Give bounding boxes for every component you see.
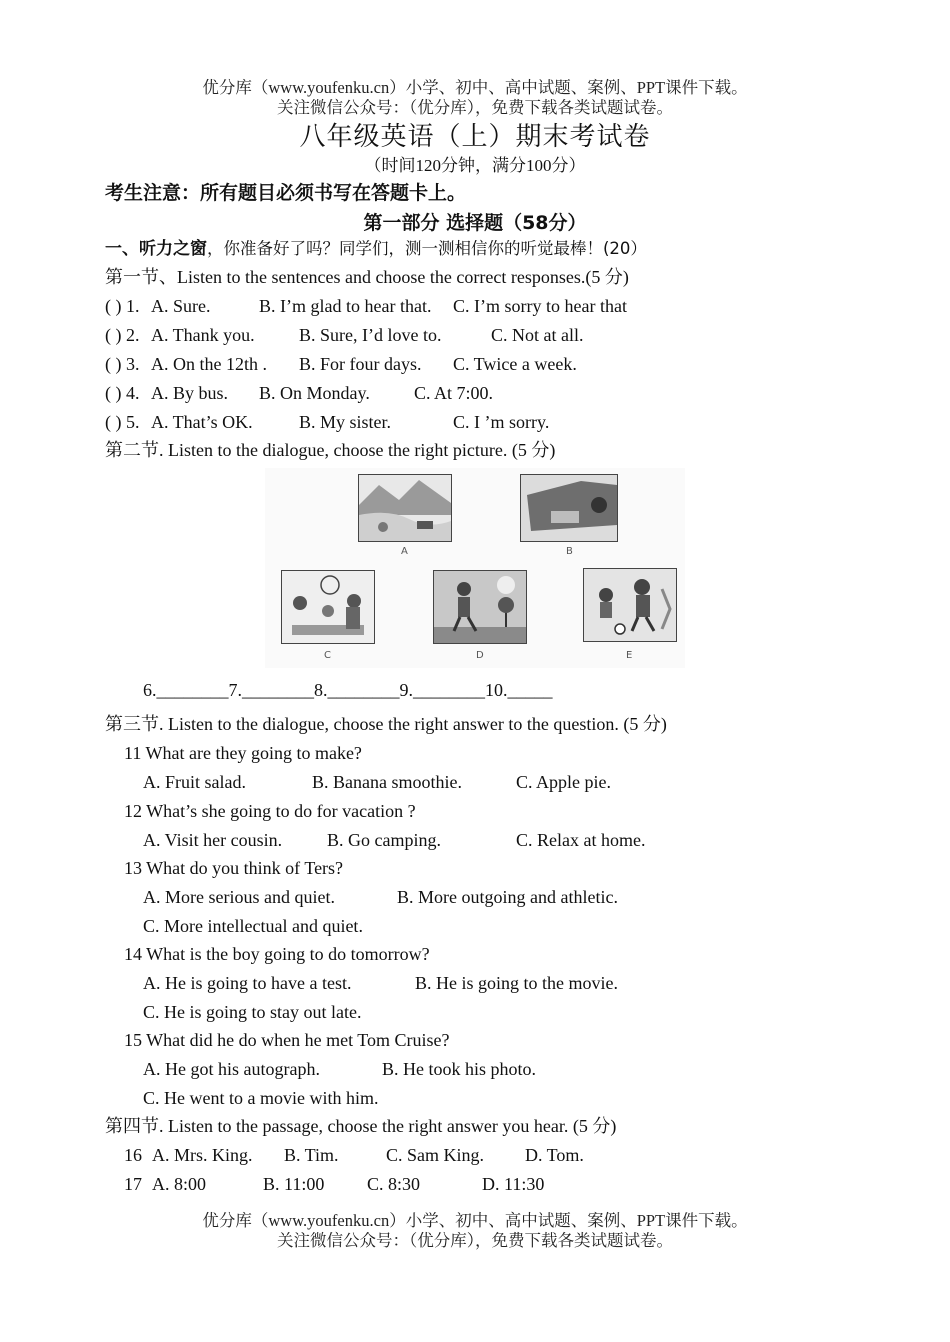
exam-time-info: （时间120分钟，满分100分） bbox=[364, 156, 586, 175]
exam-title: 八年级英语（上）期末考试卷 bbox=[299, 122, 651, 152]
q17-option-c: C. 8:30 bbox=[367, 1174, 421, 1194]
picture-e bbox=[583, 568, 677, 642]
q1-option-c: C. I’m sorry to hear that bbox=[453, 296, 627, 316]
q17-option-a: A. 8:00 bbox=[152, 1174, 206, 1194]
q12-option-c: C. Relax at home. bbox=[516, 830, 646, 850]
q16-option-c: C. Sam King. bbox=[386, 1145, 485, 1165]
picture-a-label: A bbox=[401, 546, 408, 557]
section3-heading: 第三节. Listen to the dialogue, choose the right answer to the question. (5 分) bbox=[105, 714, 667, 734]
q16-number: 16 bbox=[124, 1145, 142, 1165]
q15-option-b: B. He took his photo. bbox=[382, 1059, 537, 1079]
q2-number: ( ) 2. bbox=[105, 325, 140, 345]
q4-option-b: B. On Monday. bbox=[259, 383, 370, 403]
landscape-picture-icon bbox=[359, 475, 451, 541]
q4-option-a: A. By bus. bbox=[151, 383, 229, 403]
picture-area bbox=[265, 468, 685, 668]
picture-d-label: D bbox=[476, 650, 484, 661]
footer-line-2: 关注微信公众号：（优分库），免费下载各类试题试卷。 bbox=[277, 1231, 673, 1250]
section4-heading: 第四节. Listen to the passage, choose the right answer you hear. (5 分) bbox=[105, 1116, 617, 1136]
q13-option-b: B. More outgoing and athletic. bbox=[397, 887, 618, 907]
q17-option-d: D. 11:30 bbox=[482, 1174, 545, 1194]
q11-option-c: C. Apple pie. bbox=[516, 772, 611, 792]
exam-notice: 考生注意：所有题目必须书写在答题卡上。 bbox=[105, 182, 467, 204]
picture-d bbox=[433, 570, 527, 644]
q13-question: 13 What do you think of Ters? bbox=[124, 858, 344, 878]
q14-option-c: C. He is going to stay out late. bbox=[143, 1002, 362, 1022]
q17-option-b: B. 11:00 bbox=[263, 1174, 325, 1194]
q3-option-b: B. For four days. bbox=[299, 354, 422, 374]
picture-c bbox=[281, 570, 375, 644]
q14-option-a: A. He is going to have a test. bbox=[143, 973, 352, 993]
q17-number: 17 bbox=[124, 1174, 142, 1194]
q1-number: ( ) 1. bbox=[105, 296, 140, 316]
q5-number: ( ) 5. bbox=[105, 412, 140, 432]
q14-question: 14 What is the boy going to do tomorrow? bbox=[124, 944, 430, 964]
q12-option-b: B. Go camping. bbox=[327, 830, 441, 850]
header-line-2: 关注微信公众号：（优分库），免费下载各类试题试卷。 bbox=[277, 98, 673, 117]
q11-option-a: A. Fruit salad. bbox=[143, 772, 246, 792]
picture-a bbox=[358, 474, 452, 542]
picture-b bbox=[520, 474, 618, 542]
header-line-1: 优分库（www.youfenku.cn）小学、初中、高中试题、案例、PPT课件下载。 bbox=[202, 78, 748, 97]
q5-option-b: B. My sister. bbox=[299, 412, 392, 432]
kids-playing-picture-icon bbox=[584, 569, 676, 641]
section2-answer-blanks: 6.________7.________8.________9.________10._____ bbox=[143, 680, 553, 700]
q1-option-a: A. Sure. bbox=[151, 296, 211, 316]
listening-intro bbox=[105, 236, 647, 261]
q15-option-a: A. He got his autograph. bbox=[143, 1059, 320, 1079]
q16-option-b: B. Tim. bbox=[284, 1145, 339, 1165]
picture-e-label: E bbox=[626, 650, 633, 661]
part1-title: 第一部分 选择题（58分） bbox=[363, 212, 587, 234]
q2-option-a: A. Thank you. bbox=[151, 325, 255, 345]
q16-option-a: A. Mrs. King. bbox=[152, 1145, 253, 1165]
q4-number: ( ) 4. bbox=[105, 383, 140, 403]
q16-option-d: D. Tom. bbox=[525, 1145, 584, 1165]
q15-option-c: C. He went to a movie with him. bbox=[143, 1088, 379, 1108]
picture-b-label: B bbox=[566, 546, 573, 557]
footer-line-1: 优分库（www.youfenku.cn）小学、初中、高中试题、案例、PPT课件下载。 bbox=[202, 1211, 748, 1230]
section1-heading: 第一节、Listen to the sentences and choose the correct responses.(5 分) bbox=[105, 267, 629, 287]
boy-walking-picture-icon bbox=[434, 571, 526, 643]
q3-option-a: A. On the 12th . bbox=[151, 354, 267, 374]
q13-option-a: A. More serious and quiet. bbox=[143, 887, 335, 907]
car-picture-icon bbox=[521, 475, 617, 541]
q11-question: 11 What are they going to make? bbox=[124, 743, 362, 763]
q5-option-a: A. That’s OK. bbox=[151, 412, 253, 432]
q3-option-c: C. Twice a week. bbox=[453, 354, 577, 374]
q2-option-b: B. Sure, I’d love to. bbox=[299, 325, 442, 345]
q13-option-c: C. More intellectual and quiet. bbox=[143, 916, 363, 936]
q14-option-b: B. He is going to the movie. bbox=[415, 973, 618, 993]
q2-option-c: C. Not at all. bbox=[491, 325, 584, 345]
q12-question: 12 What’s she going to do for vacation ? bbox=[124, 801, 416, 821]
q5-option-c: C. I ’m sorry. bbox=[453, 412, 550, 432]
q4-option-c: C. At 7:00. bbox=[414, 383, 494, 403]
listening-intro-title: 一、听力之窗 bbox=[105, 239, 207, 259]
q3-number: ( ) 3. bbox=[105, 354, 140, 374]
family-dinner-picture-icon bbox=[282, 571, 374, 643]
q12-option-a: A. Visit her cousin. bbox=[143, 830, 283, 850]
q1-option-b: B. I’m glad to hear that. bbox=[259, 296, 432, 316]
q15-question: 15 What did he do when he met Tom Cruise? bbox=[124, 1030, 450, 1050]
section2-heading: 第二节. Listen to the dialogue, choose the right picture. (5 分) bbox=[105, 440, 556, 460]
listening-intro-text: ，你准备好了吗？同学们，测一测相信你的听觉最棒！(20） bbox=[207, 239, 647, 258]
picture-c-label: C bbox=[324, 650, 331, 661]
q11-option-b: B. Banana smoothie. bbox=[312, 772, 462, 792]
